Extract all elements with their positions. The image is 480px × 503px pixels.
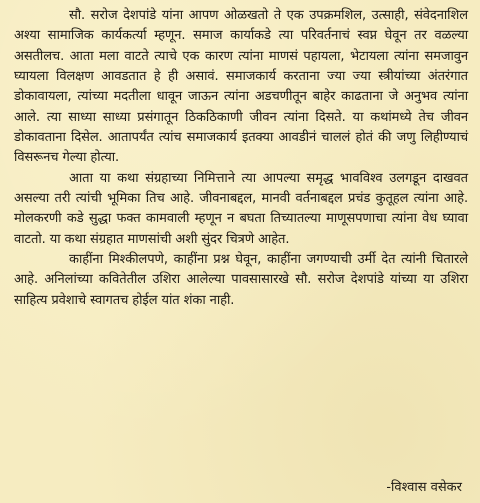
author-signature: -विश्वास वसेकर bbox=[386, 480, 462, 495]
paragraph-3: काहींना मिश्कीलपणे, काहींना प्रश्न घेवून, काहींना जगण्याची उर्मी देत त्यांनी चितारले आहे. अनिलांच्या कवितेतील उशिरा आलेल्या पावसासारखे सौ. सरोज देशपांडे यांच्या या उशिरा साहित्य प्रवेशाचे स्वागतच होईल यांत शंका नाही. bbox=[14, 252, 468, 308]
paragraph-1: सौ. सरोज देशपांडे यांना आपण ओळखतो ते एक उपक्रमशिल, उत्साही, संवेदनाशिल अश्या सामाजिक कार्यकर्त्या म्हणून. समाज कार्याकडे त्या परिवर्तनाचं स्वप्न घेवून तर वळल्या असतीलच. आता मला वाटते त्याचे एक कारण त्यांना माणसं पहायला, भेटायला त्यांना समजावुन घ्यायला विलक्षण आवडतात हे ही असावं. समाजकार्य करताना ज्या ज्या स्त्रीयांच्या अंतरंगात डोकावायला, त्यांच्या मदतीला धावून जाऊन त्यांना अडचणीतून बाहेर काढताना जे अनुभव त्यांना आले. त्या साध्या साध्या प्रसंगातून ठिकठिकाणी जीवन त्यांना दिसते. या कथांमध्ये तेच जीवन डोकावताना दिसेल. आतापर्यंत त्यांच समाजकार्य इतक्या आवडीनं चाललं होतं की जणु लिहीण्याचं विसरूनच गेल्या होत्या. bbox=[14, 8, 468, 166]
paragraph-2: आता या कथा संग्रहाच्या निमित्ताने त्या आपल्या समृद्ध भावविश्व उलगडून दाखवत असल्या तरी त्यांची भूमिका तिच आहे. जीवनाबद्दल, मानवी वर्तनाबद्दल प्रचंड कुतूहल त्यांना आहे. मोलकरणी कडे सुद्धा फक्त कामवाली म्हणून न बघता तिच्यातल्या माणूसपणाचा त्यांना वेध घ्यावा वाटतो. या कथा संग्रहात माणसांची अशी सुंदर चित्रणे आहेत. bbox=[14, 170, 468, 247]
